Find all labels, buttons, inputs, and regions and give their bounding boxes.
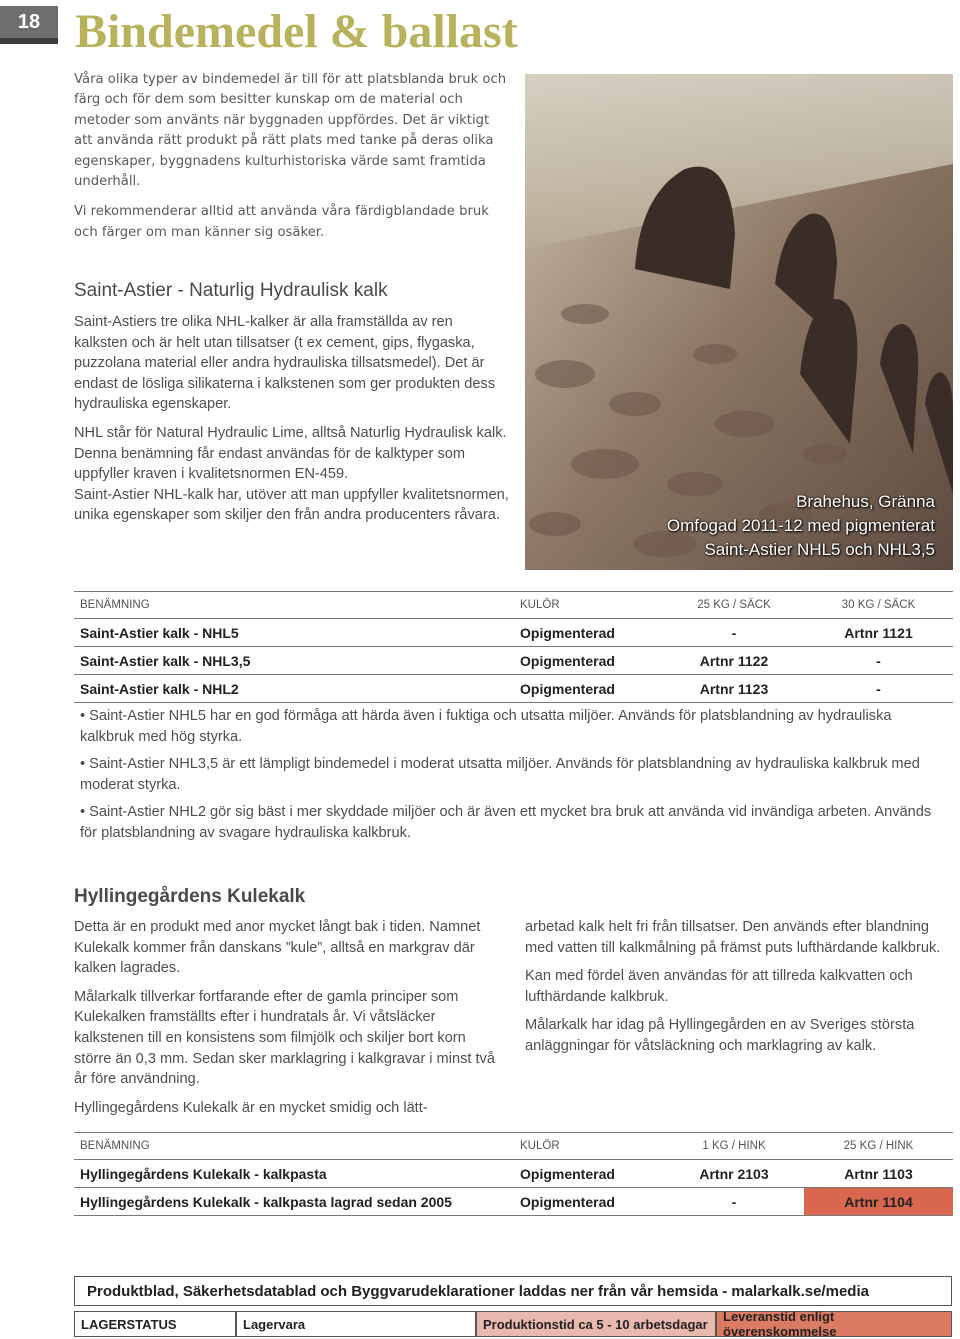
download-notice: Produktblad, Säkerhetsdatablad och Byggvarudeklarationer laddas ner från vår hemsida - malarkalk.se/media [74,1276,952,1306]
product-name: Saint-Astier kalk - NHL3,5 [74,647,514,675]
intro-paragraph: Våra olika typer av bindemedel är till för att platsblanda bruk och färg och för dem som besitter kunskap om de material och metoder som använts när byggnaden uppfördes. Det är viktigt att använda rätt produkt på rätt plats med tanke på deras olika egenskaper, byggnadens kulturhistoriska värde samt framtida underhåll. [74,72,507,190]
product-artnr: Artnr 1123 [664,675,804,703]
list-item: • Saint-Astier NHL2 gör sig bäst i mer skyddade miljöer och är även ett mycket bra bruk att använda vid invändiga arbeten. Används för platsblandning av svagare hydrauliska kalkbruk. [80,804,932,841]
table-row [74,647,953,675]
table-row [74,675,953,703]
product-artnr: - [664,619,804,647]
intro [74,70,510,243]
product-color: Opigmenterad [514,1160,664,1188]
column-header: 30 KG / SÄCK [804,592,953,619]
kulekalk-heading: Hyllingegårdens Kulekalk [74,886,306,907]
column-header: KULÖR [514,592,664,619]
nhl-paragraph-1: Saint-Astiers tre olika NHL-kalker är alla framställda av ren kalksten och är helt utan tillsatser (t ex cement, gips, flygaska, puzzolana material eller andra hydrauliska tillsatsmedel). Det är endast de lösliga silikaterna i kalkstenen som ger produkten dess hydrauliska egenskaper. [74,314,496,413]
product-artnr: Artnr 1121 [804,619,953,647]
product-name: Hyllingegårdens Kulekalk - kalkpasta [74,1160,514,1188]
product-name: Saint-Astier kalk - NHL5 [74,619,514,647]
stock-status-bar [74,1311,952,1337]
status-delivery-time: Leveranstid enligt överenskommelse [716,1311,952,1337]
kulekalk-product-table [74,1132,953,1216]
column-header: KULÖR [514,1133,664,1160]
caption-line-2: Omfogad 2011-12 med pigmenterat [666,516,935,535]
table-row [74,619,953,647]
column-header: BENÄMNING [74,1133,514,1160]
product-artnr: - [804,675,953,703]
status-label: LAGERSTATUS [74,1311,236,1337]
column-header: 25 KG / SÄCK [664,592,804,619]
product-artnr: Artnr 1122 [664,647,804,675]
kulekalk-paragraph: Målarkalk tillverkar fortfarande efter de gamla principer som Kulekalken framställts efter i hundratals år. Vi våtsläcker kalkstenen till en konsistens som filmjölk och skiljer bort korn större än 0,3 mm. Sedan sker marklagring i kalkgravar i minst två år före användning. [74,988,495,1088]
kulekalk-right-column [525,917,950,1057]
table-row [74,1160,953,1188]
bullet-text: Saint-Astier NHL5 har en god förmåga att härda även i fuktiga och utsatta miljöer. Används för platsblandning av hydrauliska kalkbruk med hög styrka. [80,708,892,745]
column-header: BENÄMNING [74,592,514,619]
kulekalk-paragraph: Hyllingegårdens Kulekalk är en mycket smidig och lätt- [74,1099,428,1116]
page-title: Bindemedel & ballast [75,5,518,58]
castle-wall-photo [525,74,953,570]
intro-recommendation: Vi rekommenderar alltid att använda våra färdigblandade bruk och färger om man känner sig osäker. [74,204,489,240]
product-color: Opigmenterad [514,619,664,647]
table-header-row [74,1133,953,1160]
list-item: • Saint-Astier NHL3,5 är ett lämpligt bindemedel i moderat utsatta miljöer. Används för platsblandning av hydrauliska kalkbruk med moderat styrka. [80,756,920,793]
column-header: 25 KG / HINK [804,1133,953,1160]
bullet-text: Saint-Astier NHL2 gör sig bäst i mer skyddade miljöer och är även ett mycket bra bruk att använda vid invändiga arbeten. Används för platsblandning av svagare hydrauliska kalkbruk. [80,804,932,841]
product-color: Opigmenterad [514,647,664,675]
nhl-bullet-list [80,706,940,851]
nhl-paragraph-3: Saint-Astier NHL-kalk har, utöver att man uppfyller kvalitetsnormen, unika egenskaper som skiljer den från andra producenters råvara. [74,486,509,524]
kulekalk-left-column [74,917,504,1118]
status-production-time: Produktionstid ca 5 - 10 arbetsdagar [476,1311,716,1337]
kulekalk-paragraph: Kan med fördel även användas för att tillreda kalkvatten och lufthärdande kalkbruk. [525,968,913,1005]
kulekalk-paragraph: Detta är en produkt med anor mycket långt bak i tiden. Namnet Kulekalk kommer från danskans ”kule”, alltså en markgrav där kalken lagrades. [74,919,481,977]
product-artnr: Artnr 1103 [804,1160,953,1188]
product-name: Saint-Astier kalk - NHL2 [74,675,514,703]
status-stock: Lagervara [236,1311,476,1337]
column-header: 1 KG / HINK [664,1133,804,1160]
table-row [74,1188,953,1216]
nhl-heading: Saint-Astier - Naturlig Hydraulisk kalk [74,280,388,301]
product-artnr: Artnr 2103 [664,1160,804,1188]
page-number: 18 [0,6,58,44]
caption-line-1: Brahehus, Gränna [796,492,935,511]
product-color: Opigmenterad [514,675,664,703]
product-name: Hyllingegårdens Kulekalk - kalkpasta lagrad sedan 2005 [74,1188,514,1216]
kulekalk-paragraph: arbetad kalk helt fri från tillsatser. Den används efter blandning med vatten till kalkmålning på främst puts lufthärdande kalkbruk. [525,919,941,956]
nhl-paragraph-2: NHL står för Natural Hydraulic Lime, alltså Naturlig Hydraulisk kalk. Denna benämning får endast användas för de kalktyper som uppfyller kraven i kvalitetsnormen EN-459. [74,424,507,483]
product-artnr: - [804,647,953,675]
product-color: Opigmenterad [514,1188,664,1216]
table-header-row [74,592,953,619]
nhl-section [74,280,510,526]
product-artnr-highlighted: Artnr 1104 [804,1188,953,1216]
caption-line-3: Saint-Astier NHL5 och NHL3,5 [704,540,935,559]
photo-caption [667,490,935,562]
kulekalk-paragraph: Målarkalk har idag på Hyllingegården en av Sveriges största anläggningar för våtsläckning och marklagring av kalk. [525,1017,915,1054]
list-item: • Saint-Astier NHL5 har en god förmåga att härda även i fuktiga och utsatta miljöer. Används för platsblandning av hydrauliska kalkbruk med hög styrka. [80,708,892,745]
nhl-product-table [74,591,953,703]
bullet-text: Saint-Astier NHL3,5 är ett lämpligt bindemedel i moderat utsatta miljöer. Används för platsblandning av hydrauliska kalkbruk med moderat styrka. [80,756,920,793]
product-artnr: - [664,1188,804,1216]
